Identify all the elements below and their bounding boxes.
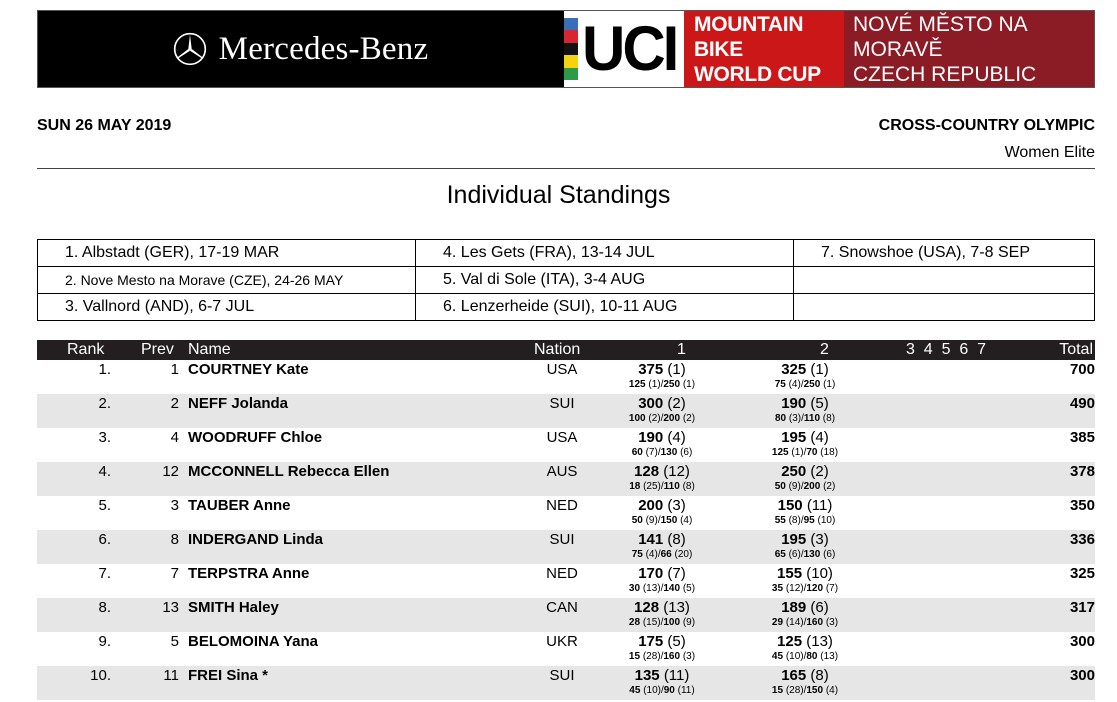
round-1-short-track: 60 [631,447,643,458]
round-1-short-track-place: (2)/ [648,413,664,424]
round-2-total: 325 [781,361,807,378]
round-1-total: 128 [634,599,660,616]
round-1-points [617,633,707,650]
round-2-points [760,429,850,446]
round-1-short-track-place: (9)/ [645,515,661,526]
round-1-detail [597,617,727,628]
round-1-place: (7) [667,565,686,582]
round-2-points [760,599,850,616]
event-banner [37,10,1095,88]
rank-cell: 5. [98,497,111,514]
round-2-xco-place: (10) [817,515,836,526]
round-2-short-track-place: (3)/ [788,413,804,424]
total-points-cell: 385 [1069,429,1095,446]
total-points-cell: 336 [1069,531,1095,548]
rank-cell: 4. [98,463,111,480]
round-1-xco: 66 [660,549,672,560]
round-2-detail [740,379,870,390]
round-1-total: 141 [638,531,664,548]
nation-cell: NED [546,497,578,514]
round-2-xco-place: (4) [825,685,839,696]
rider-name-cell: TAUBER Anne [188,497,291,514]
uci-text: UCI [582,13,677,84]
round-1-short-track-place: (10)/ [643,685,664,696]
total-points-cell: 325 [1069,565,1095,582]
round-1-detail [597,447,727,458]
round-2-detail [740,447,870,458]
round-2-total: 190 [781,395,807,412]
round-2-points [760,395,850,412]
round-2-xco: 110 [803,413,821,424]
round-2-place: (11) [806,497,833,514]
round-1-xco: 100 [663,617,681,628]
uci-logo [564,10,684,88]
rider-name-cell: BELOMOINA Yana [188,633,319,650]
round-2-total: 195 [781,531,807,548]
round-1-short-track: 30 [628,583,641,594]
nation-cell: SUI [549,531,575,548]
header-round-1: 1 [677,341,686,358]
round-2-total: 150 [777,497,803,514]
round-2-total: 155 [777,565,803,582]
table-row [37,632,1095,666]
prev-rank-cell: 8 [170,531,179,548]
round-1-short-track: 50 [631,515,643,526]
round-1-short-track: 100 [628,413,646,424]
round-1-xco-place: (20) [674,549,693,560]
round-1-xco-place: (9) [682,617,696,628]
round-2-short-track-place: (8)/ [788,515,804,526]
round-cell: 5. Val di Sole (ITA), 3-4 AUG [416,267,794,294]
round-2-points [760,531,850,548]
header-rank: Rank [67,341,105,358]
rank-cell: 3. [98,429,111,446]
round-2-place: (3) [810,531,829,548]
header-name: Name [188,341,231,358]
round-2-short-track-place: (4)/ [788,379,804,390]
round-2-short-track-place: (12)/ [785,583,807,594]
round-1-xco: 90 [663,685,675,696]
nation-cell: AUS [546,463,578,480]
mercedes-star-icon [173,32,207,66]
rounds-row [38,294,1095,321]
round-2-xco-place: (7) [825,583,839,594]
round-1-detail [597,413,727,424]
round-1-points [617,429,707,446]
round-1-place: (5) [667,633,686,650]
round-1-xco-place: (5) [682,583,696,594]
round-2-place: (5) [810,395,829,412]
nation-cell: NED [546,565,578,582]
round-2-short-track: 29 [771,617,784,628]
rider-name-cell: TERPSTRA Anne [188,565,310,582]
nation-cell: CAN [546,599,578,616]
rank-cell: 7. [98,565,111,582]
round-2-detail [740,617,870,628]
round-1-xco: 150 [660,515,678,526]
round-2-short-track: 65 [774,549,786,560]
round-1-xco-place: (6) [680,447,693,458]
round-1-detail [597,515,727,526]
round-1-place: (12) [663,463,690,480]
round-2-total: 189 [781,599,807,616]
rank-cell: 9. [98,633,111,650]
rider-name-cell: COURTNEY Kate [188,361,309,378]
rank-cell: 2. [98,395,111,412]
venue-line-2: CZECH REPUBLIC [853,62,1037,86]
total-points-cell: 378 [1069,463,1095,480]
header-round-2: 2 [820,341,829,358]
header-total: Total [1059,341,1093,358]
round-2-place: (10) [806,565,833,582]
prev-rank-cell: 1 [170,361,179,378]
round-cell: 6. Lenzerheide (SUI), 10-11 AUG [416,294,794,321]
round-2-short-track-place: (28)/ [785,685,807,696]
round-1-xco: 160 [663,651,681,662]
round-1-total: 135 [634,667,660,684]
table-row [37,462,1095,496]
nation-cell: USA [546,361,578,378]
round-1-xco-place: (4) [680,515,693,526]
round-1-short-track-place: (15)/ [642,617,664,628]
round-2-short-track: 50 [774,481,786,492]
round-2-points [760,633,850,650]
prev-rank-cell: 4 [170,429,179,446]
round-1-short-track: 45 [629,685,641,696]
round-2-total: 250 [781,463,807,480]
nation-cell: SUI [549,395,575,412]
round-2-points [760,565,850,582]
rider-name-cell: SMITH Haley [188,599,279,616]
round-2-xco-place: (2) [823,481,836,492]
round-2-short-track: 80 [774,413,787,424]
divider [37,168,1095,169]
round-2-place: (1) [810,361,829,378]
round-1-short-track-place: (7)/ [645,447,661,458]
round-1-short-track: 125 [628,379,646,390]
prev-rank-cell: 13 [162,599,179,616]
total-points-cell: 350 [1069,497,1095,514]
table-row [37,598,1095,632]
round-1-detail [597,379,727,390]
round-2-xco: 120 [806,583,824,594]
total-points-cell: 317 [1069,599,1095,616]
round-cell: 3. Vallnord (AND), 6-7 JUL [38,294,416,321]
table-row [37,428,1095,462]
round-2-points [760,497,850,514]
round-1-xco-place: (1) [682,379,696,390]
round-cell: 4. Les Gets (FRA), 13-14 JUL [416,240,794,267]
round-1-xco: 130 [660,447,678,458]
round-1-short-track: 28 [628,617,641,628]
round-2-detail [740,583,870,594]
round-2-xco-place: (3) [825,617,839,628]
round-2-detail [740,549,870,560]
prev-rank-cell: 12 [162,463,179,480]
round-2-detail [740,481,870,492]
rider-name-cell: MCCONNELL Rebecca Ellen [188,463,390,480]
sponsor-name: Mercedes-Benz [218,30,429,67]
total-points-cell: 300 [1069,667,1095,684]
round-1-detail [597,481,727,492]
round-1-xco: 250 [663,379,681,390]
venue-line-1: NOVÉ MĚSTO NA MORAVĚ [853,12,1027,61]
round-2-short-track: 45 [771,651,784,662]
rounds-row [38,267,1095,294]
round-2-xco: 160 [806,617,824,628]
header-nation: Nation [534,341,581,358]
round-1-points [617,599,707,616]
round-2-points [760,361,850,378]
round-1-detail [597,685,727,696]
round-1-points [617,395,707,412]
series-line-2: WORLD CUP [694,62,821,86]
round-2-xco-place: (18) [820,447,839,458]
event-discipline: CROSS-COUNTRY OLYMPIC [878,117,1095,134]
round-cell [794,267,1095,294]
nation-cell: USA [546,429,578,446]
round-2-xco: 80 [806,651,818,662]
page-title: Individual Standings [446,181,671,209]
round-1-total: 300 [638,395,664,412]
round-cell: 7. Snowshoe (USA), 7-8 SEP [794,240,1095,267]
round-2-short-track: 125 [771,447,789,458]
round-2-short-track: 55 [774,515,786,526]
rider-name-cell: FREI Sina * [188,667,269,684]
round-2-total: 125 [777,633,803,650]
round-1-place: (11) [663,667,690,684]
header-prev: Prev [141,341,174,358]
table-row [37,564,1095,598]
round-1-place: (1) [667,361,686,378]
rider-name-cell: WOODRUFF Chloe [188,429,323,446]
round-2-xco-place: (6) [823,549,836,560]
round-1-short-track: 18 [629,481,641,492]
round-1-short-track-place: (25)/ [643,481,664,492]
round-2-xco: 200 [803,481,821,492]
round-1-short-track-place: (1)/ [648,379,664,390]
sponsor-logo [37,10,564,88]
round-1-short-track-place: (4)/ [645,549,661,560]
prev-rank-cell: 5 [170,633,179,650]
table-row [37,530,1095,564]
round-2-xco: 70 [806,447,818,458]
round-1-points [617,667,707,684]
rank-cell: 1. [98,361,111,378]
round-1-points [617,463,707,480]
round-2-short-track-place: (9)/ [788,481,804,492]
rank-cell: 10. [90,667,111,684]
round-1-xco: 110 [663,481,680,492]
rider-name-cell: INDERGAND Linda [188,531,323,548]
round-1-place: (2) [667,395,686,412]
round-1-points [617,497,707,514]
event-date: SUN 26 MAY 2019 [37,117,172,134]
table-row [37,360,1095,394]
round-2-xco: 150 [806,685,824,696]
round-2-place: (4) [810,429,829,446]
round-1-place: (8) [667,531,686,548]
table-row [37,394,1095,428]
round-2-place: (13) [806,633,833,650]
round-2-total: 195 [781,429,807,446]
round-2-place: (2) [810,463,829,480]
table-row [37,666,1095,700]
round-2-xco-place: (1) [823,379,836,390]
round-1-points [617,531,707,548]
round-1-xco-place: (11) [677,685,695,696]
round-cell: 1. Albstadt (GER), 17-19 MAR [38,240,416,267]
round-2-short-track-place: (1)/ [791,447,807,458]
round-1-detail [597,549,727,560]
round-2-detail [740,413,870,424]
round-2-detail [740,685,870,696]
round-1-total: 200 [638,497,664,514]
standings-table [37,340,1095,700]
round-2-xco: 130 [803,549,821,560]
round-2-points [760,667,850,684]
round-1-points [617,361,707,378]
round-2-short-track-place: (14)/ [785,617,807,628]
round-1-points [617,565,707,582]
round-1-short-track-place: (28)/ [642,651,664,662]
round-2-short-track-place: (10)/ [785,651,807,662]
round-cell: 2. Nove Mesto na Morave (CZE), 24-26 MAY [38,267,416,294]
round-2-detail [740,651,870,662]
round-2-short-track: 35 [771,583,784,594]
rank-cell: 8. [98,599,111,616]
table-row [37,496,1095,530]
round-2-xco: 250 [803,379,821,390]
rank-cell: 6. [98,531,111,548]
series-title [684,10,844,88]
round-2-short-track: 75 [774,379,786,390]
round-2-place: (8) [810,667,829,684]
standings-header [37,340,1095,360]
rounds-row [38,240,1095,267]
round-1-xco-place: (8) [682,481,695,492]
round-1-xco: 140 [663,583,681,594]
round-1-total: 190 [638,429,664,446]
round-1-total: 128 [634,463,660,480]
round-2-xco: 95 [803,515,815,526]
round-2-short-track-place: (6)/ [788,549,804,560]
round-1-short-track: 75 [631,549,643,560]
total-points-cell: 700 [1069,361,1095,378]
prev-rank-cell: 3 [170,497,179,514]
nation-cell: SUI [549,667,575,684]
round-2-short-track: 15 [771,685,784,696]
prev-rank-cell: 11 [163,667,179,684]
round-2-detail [740,515,870,526]
prev-rank-cell: 7 [170,565,179,582]
total-points-cell: 490 [1069,395,1095,412]
series-line-1: MOUNTAIN BIKE [694,12,804,61]
round-1-place: (3) [667,497,686,514]
rounds-table [37,239,1095,321]
venue-title [844,10,1095,88]
prev-rank-cell: 2 [170,395,179,412]
round-cell [794,294,1095,321]
round-2-place: (6) [810,599,829,616]
round-1-xco: 200 [663,413,681,424]
round-1-xco-place: (2) [682,413,696,424]
round-1-total: 175 [638,633,664,650]
round-2-points [760,463,850,480]
round-2-total: 165 [781,667,807,684]
event-category: Women Elite [1004,144,1095,161]
round-1-short-track-place: (13)/ [642,583,664,594]
round-1-detail [597,651,727,662]
round-1-short-track: 15 [628,651,641,662]
nation-cell: UKR [546,633,578,650]
round-1-total: 375 [638,361,664,378]
total-points-cell: 300 [1069,633,1095,650]
round-1-place: (13) [663,599,690,616]
round-1-place: (4) [667,429,686,446]
round-1-detail [597,583,727,594]
round-2-xco-place: (8) [822,413,836,424]
round-2-xco-place: (13) [820,651,839,662]
rainbow-stripes-icon [564,18,578,80]
header-rounds-3-7: 3 4 5 6 7 [906,341,987,358]
round-1-total: 170 [638,565,664,582]
round-1-xco-place: (3) [682,651,696,662]
rider-name-cell: NEFF Jolanda [188,395,289,412]
